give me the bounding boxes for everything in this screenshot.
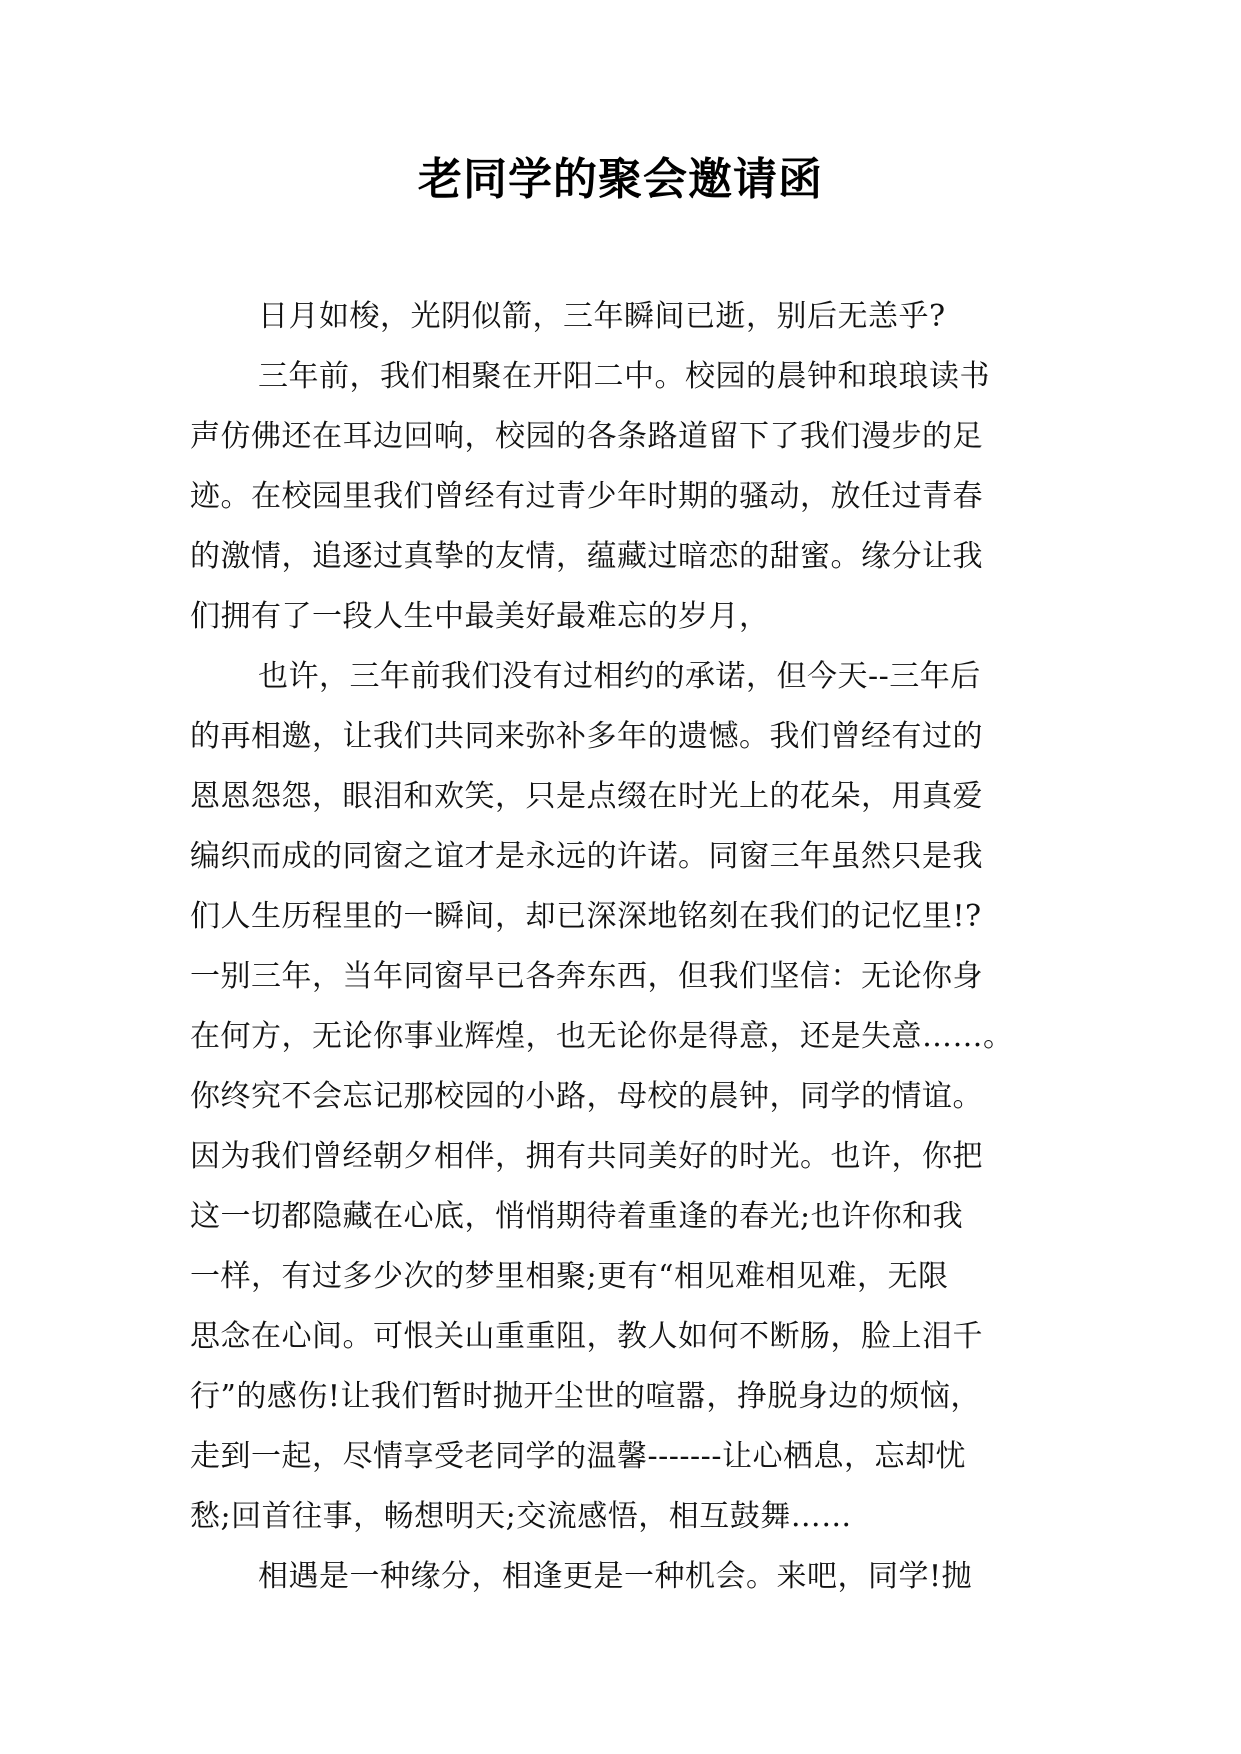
text-line: 们人生历程里的一瞬间，却已深深地铭刻在我们的记忆里!? (190, 899, 982, 934)
text-line: 三年前，我们相聚在开阳二中。校园的晨钟和琅琅读书 (258, 359, 990, 394)
text-line: 相遇是一种缘分，相逢更是一种机会。来吧，同学!抛 (258, 1559, 973, 1594)
text-line: 这一切都隐藏在心底，悄悄期待着重逢的春光;也许你和我 (190, 1199, 964, 1234)
text-line: 因为我们曾经朝夕相伴，拥有共同美好的时光。也许，你把 (190, 1139, 983, 1174)
text-line: 迹。在校园里我们曾经有过青少年时期的骚动，放任过青春 (190, 479, 983, 514)
text-line: 的激情，追逐过真挚的友情，蕴藏过暗恋的甜蜜。缘分让我 (190, 539, 983, 574)
text-line: 日月如梭，光阴似箭，三年瞬间已逝，别后无恙乎? (258, 299, 946, 334)
text-line: 走到一起，尽情享受老同学的温馨-------让心栖息，忘却忧 (190, 1439, 966, 1474)
text-line: 愁;回首往事，畅想明天;交流感悟，相互鼓舞…… (190, 1499, 852, 1534)
text-line: 编织而成的同窗之谊才是永远的许诺。同窗三年虽然只是我 (190, 839, 983, 874)
text-line: 在何方，无论你事业辉煌，也无论你是得意，还是失意……。 (190, 1019, 1014, 1054)
text-line: 一别三年，当年同窗早已各奔东西，但我们坚信：无论你身 (190, 959, 983, 994)
text-line: 思念在心间。可恨关山重重阻，教人如何不断肠，脸上泪千 (190, 1319, 983, 1354)
document-title: 老同学的聚会邀请函 (418, 154, 823, 205)
text-line: 声仿佛还在耳边回响，校园的各条路道留下了我们漫步的足 (190, 419, 983, 454)
text-line: 一样，有过多少次的梦里相聚;更有“相见难相见难，无限 (190, 1259, 949, 1294)
text-line: 行”的感伤!让我们暂时抛开尘世的喧嚣，挣脱身边的烦恼， (190, 1379, 981, 1414)
text-line: 的再相邀，让我们共同来弥补多年的遗憾。我们曾经有过的 (190, 719, 983, 754)
document-body (190, 287, 1070, 1607)
text-line: 恩恩怨怨，眼泪和欢笑，只是点缀在时光上的花朵，用真爱 (190, 779, 983, 814)
text-line: 们拥有了一段人生中最美好最难忘的岁月， (190, 599, 770, 634)
text-line: 也许，三年前我们没有过相约的承诺，但今天--三年后 (258, 659, 981, 694)
text-line: 你终究不会忘记那校园的小路，母校的晨钟，同学的情谊。 (190, 1079, 983, 1114)
